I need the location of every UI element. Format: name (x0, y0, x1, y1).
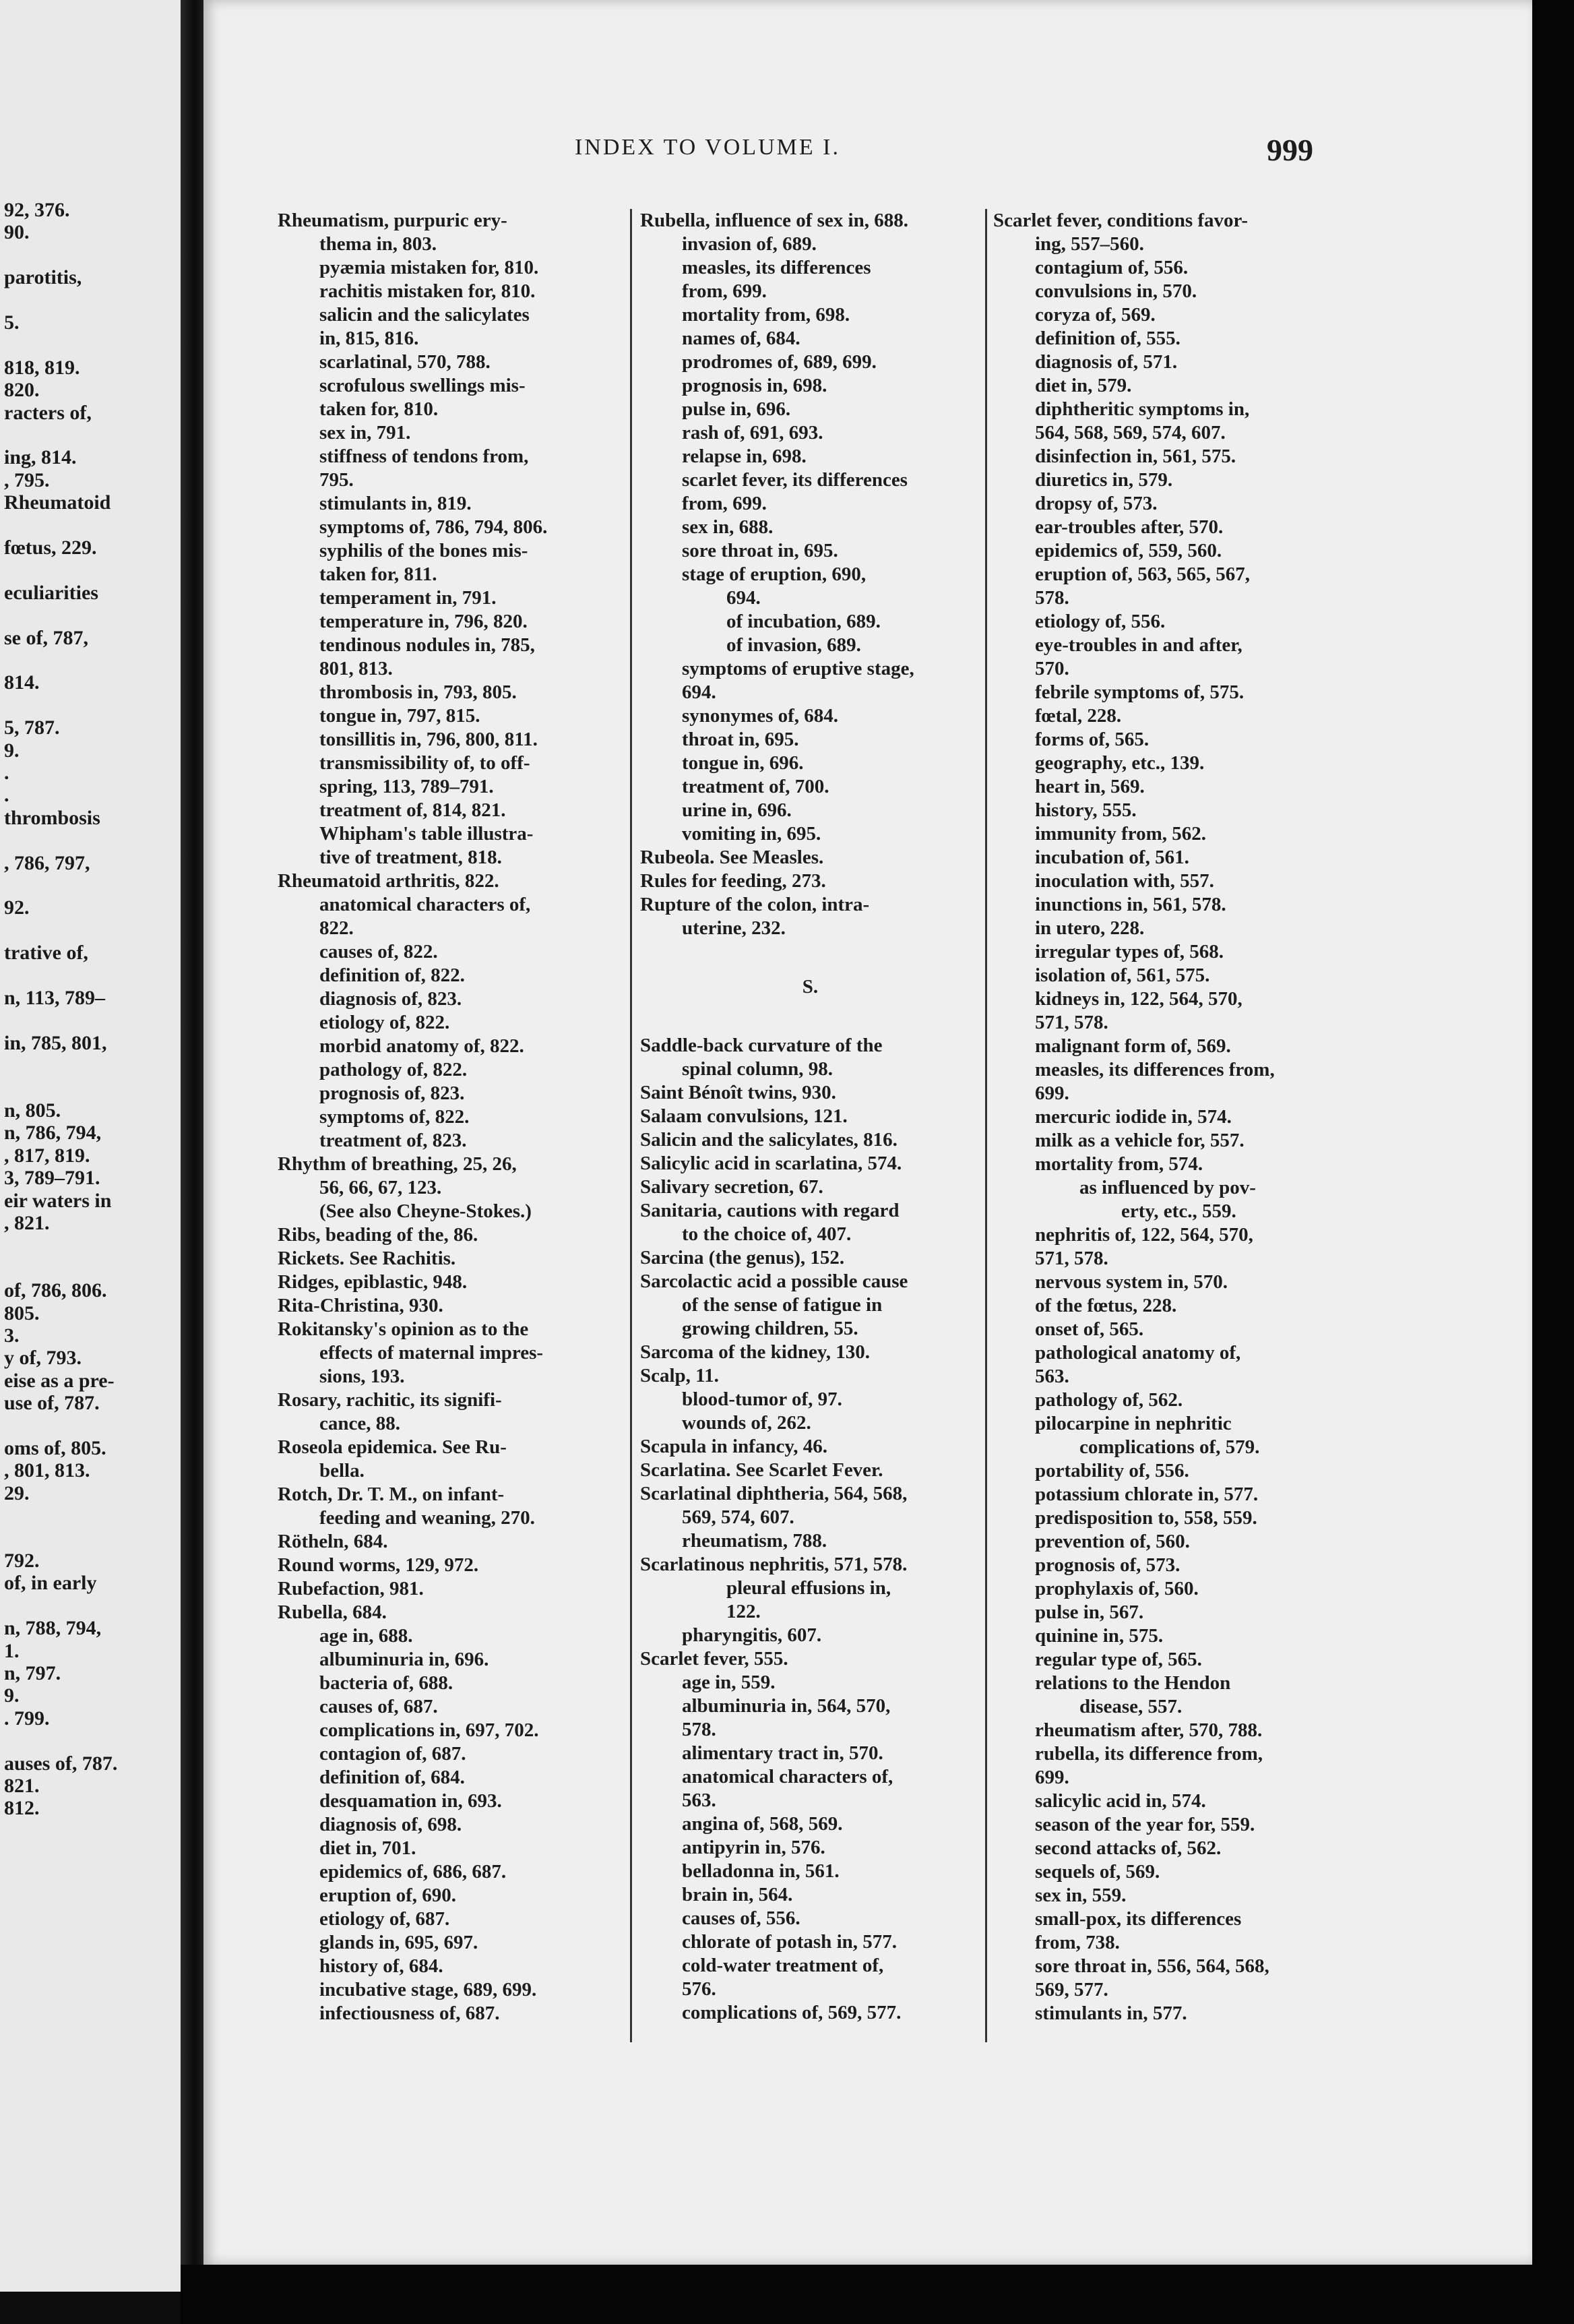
index-entry: Sanitaria, cautions with regard (640, 1200, 900, 1221)
index-subentry: etiology of, 687. (319, 1908, 450, 1930)
book-gutter (181, 0, 203, 2324)
index-subentry: mercuric iodide in, 574. (1035, 1106, 1232, 1128)
facing-page-fragment: oms of, 805. (4, 1437, 106, 1459)
facing-page-fragment: , 817, 819. (4, 1144, 90, 1167)
index-subentry: 564, 568, 569, 574, 607. (1035, 422, 1226, 444)
index-subentry: 694. (726, 587, 761, 609)
index-subentry: mortality from, 574. (1035, 1153, 1203, 1175)
index-subentry: rachitis mistaken for, 810. (319, 280, 536, 302)
index-subentry: albuminuria in, 696. (319, 1649, 489, 1670)
index-subentry: of the sense of fatigue in (682, 1294, 883, 1316)
index-subentry: rheumatism, 788. (682, 1530, 827, 1552)
facing-page-fragment: , 801, 813. (4, 1459, 90, 1482)
index-subentry: stimulants in, 819. (319, 493, 472, 514)
index-subentry: spinal column, 98. (682, 1058, 833, 1080)
index-subentry: diuretics in, 579. (1035, 469, 1173, 491)
scan-border-right (1532, 0, 1574, 2324)
index-subentry: age in, 559. (682, 1672, 776, 1693)
facing-page-fragment: 1. (4, 1639, 20, 1662)
index-entry: Sarcoma of the kidney, 130. (640, 1341, 871, 1363)
facing-page-fragment: in, 785, 801, (4, 1031, 107, 1054)
index-subentry: contagion of, 687. (319, 1743, 466, 1765)
index-subentry: rash of, 691, 693. (682, 422, 823, 444)
index-subentry: sore throat in, 556, 564, 568, (1035, 1955, 1269, 1977)
index-subentry: season of the year for, 559. (1035, 1814, 1255, 1835)
index-subentry: 563. (682, 1790, 716, 1811)
index-subentry: tive of treatment, 818. (319, 847, 502, 868)
index-subentry: stimulants in, 577. (1035, 2002, 1187, 2024)
index-subentry: prodromes of, 689, 699. (682, 351, 877, 373)
index-subentry: scrofulous swellings mis- (319, 375, 526, 396)
index-subentry: temperament in, 791. (319, 587, 497, 609)
index-subentry: portability of, 556. (1035, 1460, 1189, 1481)
index-subentry: history of, 684. (319, 1955, 443, 1977)
page-number: 999 (1267, 133, 1313, 167)
index-subentry: malignant form of, 569. (1035, 1035, 1231, 1057)
facing-page-fragment: , 786, 797, (4, 851, 90, 874)
index-subentry: forms of, 565. (1035, 729, 1150, 750)
index-subentry: tongue in, 797, 815. (319, 705, 480, 727)
index-subentry: prevention of, 560. (1035, 1531, 1190, 1552)
index-subentry: salicin and the salicylates (319, 304, 530, 326)
index-subentry: epidemics of, 686, 687. (319, 1861, 507, 1883)
index-subentry: effects of maternal impres- (319, 1342, 544, 1364)
index-subentry: pulse in, 567. (1035, 1601, 1144, 1623)
index-subentry: bella. (319, 1460, 365, 1481)
index-subentry: pyæmia mistaken for, 810. (319, 257, 539, 278)
index-subentry: relapse in, 698. (682, 446, 807, 467)
facing-page-fragment: n, 805. (4, 1099, 61, 1122)
index-subentry: milk as a vehicle for, 557. (1035, 1130, 1245, 1151)
facing-page-fragment: n, 788, 794, (4, 1617, 102, 1640)
facing-page-fragment: 9. (4, 1684, 20, 1707)
index-subentry: as influenced by pov- (1079, 1177, 1256, 1198)
index-subentry: inoculation with, 557. (1035, 870, 1214, 892)
index-subentry: prophylaxis of, 560. (1035, 1578, 1199, 1599)
facing-page-fragment: 792. (4, 1550, 40, 1572)
index-subentry: sex in, 688. (682, 516, 774, 538)
index-subentry: isolation of, 561, 575. (1035, 965, 1210, 986)
facing-page-fragment: of, in early (4, 1572, 97, 1595)
facing-page-fragment: eise as a pre- (4, 1369, 115, 1392)
facing-page-fragment: se of, 787, (4, 626, 88, 649)
index-subentry: symptoms of eruptive stage, (682, 658, 914, 679)
index-subentry: to the choice of, 407. (682, 1223, 852, 1245)
index-column-1 (278, 209, 618, 2025)
index-subentry: blood-tumor of, 97. (682, 1388, 842, 1410)
index-subentry: 56, 66, 67, 123. (319, 1177, 442, 1198)
facing-page-fragment: parotitis, (4, 266, 82, 289)
index-subentry: (See also Cheyne-Stokes.) (319, 1200, 532, 1222)
index-subentry: morbid anatomy of, 822. (319, 1035, 524, 1057)
index-subentry: albuminuria in, 564, 570, (682, 1695, 891, 1717)
index-subentry: etiology of, 556. (1035, 611, 1166, 632)
facing-page-fragment: , 821. (4, 1212, 50, 1234)
facing-page-fragment: 820. (4, 379, 40, 402)
index-subentry: pathological anatomy of, (1035, 1342, 1241, 1364)
index-subentry: from, 699. (682, 280, 767, 302)
index-subentry: diet in, 701. (319, 1837, 416, 1859)
index-subentry: uterine, 232. (682, 917, 786, 939)
index-subentry: irregular types of, 568. (1035, 941, 1224, 962)
facing-page-fragment: . (4, 784, 9, 807)
index-subentry: age in, 688. (319, 1625, 413, 1647)
facing-page-fragment: of, 786, 806. (4, 1279, 107, 1302)
index-entry: Ribs, beading of the, 86. (278, 1224, 478, 1246)
index-entry: Rubella, 684. (278, 1601, 387, 1623)
index-entry: Salicylic acid in scarlatina, 574. (640, 1153, 902, 1174)
facing-page-fragment: . (4, 762, 9, 784)
facing-page-fragment: eculiarities (4, 581, 98, 604)
index-entry: Scarlet fever, 555. (640, 1648, 788, 1670)
index-subentry: 563. (1035, 1366, 1069, 1387)
index-subentry: potassium chlorate in, 577. (1035, 1484, 1259, 1505)
index-entry: Rhythm of breathing, 25, 26, (278, 1153, 517, 1175)
index-subentry: tendinous nodules in, 785, (319, 634, 535, 656)
index-subentry: epidemics of, 559, 560. (1035, 540, 1222, 561)
index-subentry: dropsy of, 573. (1035, 493, 1158, 514)
index-subentry: eruption of, 563, 565, 567, (1035, 563, 1250, 585)
facing-page-fragment: 3, 789–791. (4, 1167, 100, 1190)
facing-page-fragment: 821. (4, 1775, 40, 1797)
index-subentry: symptoms of, 822. (319, 1106, 470, 1128)
index-subentry: scarlet fever, its differences (682, 469, 908, 491)
index-subentry: transmissibility of, to off- (319, 752, 530, 774)
index-subentry: prognosis of, 823. (319, 1082, 465, 1104)
index-subentry: from, 738. (1035, 1932, 1120, 1953)
facing-page-fragment: 90. (4, 221, 30, 244)
facing-page-fragment: ing, 814. (4, 446, 77, 469)
index-subentry: wounds of, 262. (682, 1412, 811, 1434)
section-letter: S. (802, 976, 819, 998)
index-subentry: causes of, 687. (319, 1696, 438, 1717)
index-subentry: second attacks of, 562. (1035, 1837, 1222, 1859)
index-subentry: pilocarpine in nephritic (1035, 1413, 1232, 1434)
index-subentry: 699. (1035, 1767, 1069, 1788)
index-subentry: names of, 684. (682, 328, 800, 349)
index-entry: Rötheln, 684. (278, 1531, 388, 1552)
index-subentry: thrombosis in, 793, 805. (319, 681, 517, 703)
index-subentry: complications in, 697, 702. (319, 1719, 539, 1741)
facing-page-fragment: auses of, 787. (4, 1752, 118, 1775)
index-subentry: definition of, 684. (319, 1767, 465, 1788)
index-entry: Rules for feeding, 273. (640, 870, 826, 892)
index-subentry: stage of eruption, 690, (682, 563, 867, 585)
facing-page-fragment: racters of, (4, 401, 92, 424)
index-subentry: vomiting in, 695. (682, 823, 821, 845)
index-subentry: measles, its differences from, (1035, 1059, 1275, 1080)
index-subentry: relations to the Hendon (1035, 1672, 1231, 1694)
index-subentry: tongue in, 696. (682, 752, 804, 774)
index-subentry: ear-troubles after, 570. (1035, 516, 1224, 538)
facing-page-fragment: Rheumatoid (4, 491, 111, 514)
index-subentry: 576. (682, 1978, 716, 2000)
index-subentry: etiology of, 822. (319, 1012, 450, 1033)
index-subentry: immunity from, 562. (1035, 823, 1207, 845)
index-subentry: sex in, 791. (319, 422, 411, 444)
index-subentry: causes of, 556. (682, 1907, 800, 1929)
index-subentry: 801, 813. (319, 658, 393, 679)
index-subentry: infectiousness of, 687. (319, 2002, 500, 2024)
index-subentry: growing children, 55. (682, 1318, 858, 1339)
index-entry: Salicin and the salicylates, 816. (640, 1129, 898, 1151)
index-entry: Salivary secretion, 67. (640, 1176, 823, 1198)
index-subentry: febrile symptoms of, 575. (1035, 681, 1245, 703)
facing-page-fragment: 92. (4, 896, 30, 919)
index-subentry: treatment of, 700. (682, 776, 829, 797)
index-entry: Roseola epidemica. See Ru- (278, 1436, 507, 1458)
index-entry: Sarcina (the genus), 152. (640, 1247, 845, 1268)
index-subentry: pathology of, 822. (319, 1059, 468, 1080)
index-subentry: fœtal, 228. (1035, 705, 1122, 727)
index-subentry: taken for, 811. (319, 563, 437, 585)
facing-page-fragment: 92, 376. (4, 199, 70, 221)
index-subentry: heart in, 569. (1035, 776, 1145, 797)
facing-page-fragment: thrombosis (4, 806, 100, 829)
index-subentry: ing, 557–560. (1035, 233, 1144, 255)
index-entry: Rheumatism, purpuric ery- (278, 210, 507, 231)
index-subentry: coryza of, 569. (1035, 304, 1156, 326)
index-subentry: causes of, 822. (319, 941, 438, 962)
index-subentry: anatomical characters of, (682, 1766, 893, 1787)
index-subentry: chlorate of potash in, 577. (682, 1931, 897, 1953)
index-subentry: taken for, 810. (319, 398, 439, 420)
index-subentry: small-pox, its differences (1035, 1908, 1242, 1930)
facing-page-fragment: 818, 819. (4, 356, 80, 379)
index-subentry: regular type of, 565. (1035, 1649, 1202, 1670)
index-column-3 (993, 209, 1344, 2025)
index-subentry: 578. (682, 1719, 716, 1740)
index-subentry: cold-water treatment of, (682, 1955, 884, 1976)
index-subentry: of invasion, 689. (726, 634, 861, 656)
index-subentry: brain in, 564. (682, 1884, 793, 1905)
index-entry: Scarlatinous nephritis, 571, 578. (640, 1554, 908, 1575)
index-subentry: feeding and weaning, 270. (319, 1507, 535, 1529)
index-subentry: prognosis of, 573. (1035, 1554, 1180, 1576)
facing-page-fragment: eir waters in (4, 1189, 112, 1212)
facing-page-fragment: 5. (4, 311, 20, 334)
index-entry: Rubeola. See Measles. (640, 847, 824, 868)
index-subentry: 122. (726, 1601, 761, 1622)
index-subentry: geography, etc., 139. (1035, 752, 1205, 774)
facing-page-fragment: n, 797. (4, 1662, 61, 1684)
index-subentry: spring, 113, 789–791. (319, 776, 494, 797)
index-subentry: of incubation, 689. (726, 611, 881, 632)
index-entry: Round worms, 129, 972. (278, 1554, 479, 1576)
index-subentry: eye-troubles in and after, (1035, 634, 1242, 656)
index-subentry: sequels of, 569. (1035, 1861, 1160, 1883)
facing-page-fragment: 9. (4, 739, 20, 762)
index-subentry: nephritis of, 122, 564, 570, (1035, 1224, 1253, 1246)
index-subentry: pulse in, 696. (682, 398, 791, 420)
facing-page-fragment: 814. (4, 671, 40, 694)
index-subentry: diagnosis of, 823. (319, 988, 462, 1010)
index-subentry: Whipham's table illustra- (319, 823, 534, 845)
index-subentry: 694. (682, 681, 716, 703)
index-entry: Salaam convulsions, 121. (640, 1105, 848, 1127)
facing-page (0, 0, 181, 2292)
index-subentry: 571, 578. (1035, 1012, 1108, 1033)
index-entry: Scarlatinal diphtheria, 564, 568, (640, 1483, 908, 1504)
facing-page-fragment: . 799. (4, 1707, 50, 1730)
index-entry: Rickets. See Rachitis. (278, 1248, 456, 1269)
facing-page-fragment: 812. (4, 1797, 40, 1820)
facing-page-fragment: y of, 793. (4, 1347, 82, 1370)
index-subentry: glands in, 695, 697. (319, 1932, 478, 1953)
index-subentry: alimentary tract in, 570. (682, 1742, 883, 1764)
index-subentry: treatment of, 814, 821. (319, 799, 506, 821)
index-entry: Saddle-back curvature of the (640, 1035, 883, 1056)
index-subentry: measles, its differences (682, 257, 871, 278)
index-subentry: convulsions in, 570. (1035, 280, 1197, 302)
facing-page-fragment: fœtus, 229. (4, 537, 97, 559)
index-subentry: definition of, 555. (1035, 328, 1180, 349)
index-subentry: 569, 577. (1035, 1979, 1108, 2000)
index-subentry: diagnosis of, 571. (1035, 351, 1178, 373)
index-entry: Scapula in infancy, 46. (640, 1436, 827, 1457)
index-entry: Rupture of the colon, intra- (640, 894, 870, 915)
index-subentry: incubative stage, 689, 699. (319, 1979, 537, 2000)
index-subentry: salicylic acid in, 574. (1035, 1790, 1206, 1812)
index-subentry: disease, 557. (1079, 1696, 1183, 1717)
index-subentry: of the fœtus, 228. (1035, 1295, 1177, 1316)
index-subentry: history, 555. (1035, 799, 1137, 821)
index-subentry: stiffness of tendons from, (319, 446, 529, 467)
index-subentry: disinfection in, 561, 575. (1035, 446, 1236, 467)
index-entry: Scarlet fever, conditions favor- (993, 210, 1248, 231)
facing-page-fragment: 805. (4, 1302, 40, 1324)
index-entry: Sarcolactic acid a possible cause (640, 1271, 908, 1292)
index-subentry: angina of, 568, 569. (682, 1813, 843, 1835)
index-subentry: from, 699. (682, 493, 767, 514)
index-column-2 (640, 209, 980, 2025)
index-subentry: pathology of, 562. (1035, 1389, 1183, 1411)
index-entry: Rita-Christina, 930. (278, 1295, 443, 1316)
index-entry: Scalp, 11. (640, 1365, 719, 1386)
index-subentry: onset of, 565. (1035, 1318, 1144, 1340)
column-rule (630, 209, 632, 2042)
index-subentry: incubation of, 561. (1035, 847, 1189, 868)
index-subentry: 822. (319, 917, 354, 939)
facing-page-fragment: trative of, (4, 942, 88, 965)
facing-page-fragment: 29. (4, 1481, 30, 1504)
index-subentry: throat in, 695. (682, 729, 799, 750)
index-subentry: 569, 574, 607. (682, 1506, 794, 1528)
index-entry: Rosary, rachitic, its signifi- (278, 1389, 502, 1411)
index-subentry: definition of, 822. (319, 965, 465, 986)
index-subentry: complications of, 569, 577. (682, 2002, 902, 2023)
index-subentry: erty, etc., 559. (1121, 1200, 1236, 1222)
index-subentry: in, 815, 816. (319, 328, 419, 349)
index-subentry: pleural effusions in, (726, 1577, 891, 1599)
index-subentry: quinine in, 575. (1035, 1625, 1164, 1647)
index-entry: Rubella, influence of sex in, 688. (640, 210, 908, 231)
index-subentry: antipyrin in, 576. (682, 1837, 825, 1858)
index-subentry: 795. (319, 469, 354, 491)
index-subentry: synonymes of, 684. (682, 705, 839, 727)
index-subentry: invasion of, 689. (682, 233, 817, 255)
index-subentry: symptoms of, 786, 794, 806. (319, 516, 548, 538)
index-entry: Rheumatoid arthritis, 822. (278, 870, 499, 892)
column-rule (985, 209, 987, 2042)
index-subentry: temperature in, 796, 820. (319, 611, 528, 632)
index-subentry: cance, 88. (319, 1413, 400, 1434)
index-subentry: complications of, 579. (1079, 1436, 1260, 1458)
index-subentry: 578. (1035, 587, 1069, 609)
index-subentry: 570. (1035, 658, 1069, 679)
index-subentry: rubella, its difference from, (1035, 1743, 1263, 1765)
index-subentry: pharyngitis, 607. (682, 1624, 822, 1646)
index-subentry: eruption of, 690. (319, 1885, 456, 1906)
index-subentry: 571, 578. (1035, 1248, 1108, 1269)
index-subentry: in utero, 228. (1035, 917, 1145, 939)
index-entry: Rokitansky's opinion as to the (278, 1318, 529, 1340)
index-subentry: 699. (1035, 1082, 1069, 1104)
index-entry: Rotch, Dr. T. M., on infant- (278, 1484, 505, 1505)
index-subentry: thema in, 803. (319, 233, 437, 255)
index-entry: Scarlatina. See Scarlet Fever. (640, 1459, 883, 1481)
facing-page-fragment: n, 786, 794, (4, 1122, 102, 1144)
index-subentry: diphtheritic symptoms in, (1035, 398, 1250, 420)
index-subentry: kidneys in, 122, 564, 570, (1035, 988, 1242, 1010)
index-subentry: syphilis of the bones mis- (319, 540, 528, 561)
facing-page-fragment: 5, 787. (4, 716, 60, 739)
index-subentry: desquamation in, 693. (319, 1790, 502, 1812)
index-subentry: inunctions in, 561, 578. (1035, 894, 1226, 915)
index-subentry: predisposition to, 558, 559. (1035, 1507, 1257, 1529)
index-subentry: contagium of, 556. (1035, 257, 1189, 278)
index-subentry: rheumatism after, 570, 788. (1035, 1719, 1263, 1741)
index-subentry: treatment of, 823. (319, 1130, 467, 1151)
index-subentry: tonsillitis in, 796, 800, 811. (319, 729, 538, 750)
running-head: INDEX TO VOLUME I. (575, 135, 840, 160)
index-subentry: anatomical characters of, (319, 894, 531, 915)
index-subentry: scarlatinal, 570, 788. (319, 351, 491, 373)
index-subentry: belladonna in, 561. (682, 1860, 840, 1882)
index-subentry: diagnosis of, 698. (319, 1814, 462, 1835)
index-subentry: sore throat in, 695. (682, 540, 838, 561)
facing-page-fragment: n, 113, 789– (4, 987, 106, 1009)
facing-page-fragment: 3. (4, 1324, 20, 1347)
scan-border-bottom (181, 2265, 1574, 2324)
index-subentry: mortality from, 698. (682, 304, 850, 326)
facing-page-fragment: use of, 787. (4, 1392, 100, 1415)
index-subentry: sex in, 559. (1035, 1885, 1127, 1906)
index-subentry: diet in, 579. (1035, 375, 1132, 396)
index-entry: Rubefaction, 981. (278, 1578, 424, 1599)
index-subentry: nervous system in, 570. (1035, 1271, 1228, 1293)
index-subentry: urine in, 696. (682, 799, 792, 821)
index-entry: Ridges, epiblastic, 948. (278, 1271, 468, 1293)
facing-page-fragment: , 795. (4, 468, 50, 491)
index-subentry: prognosis in, 698. (682, 375, 827, 396)
index-entry: Saint Bénoît twins, 930. (640, 1082, 836, 1103)
index-subentry: sions, 193. (319, 1366, 405, 1387)
index-subentry: bacteria of, 688. (319, 1672, 453, 1694)
